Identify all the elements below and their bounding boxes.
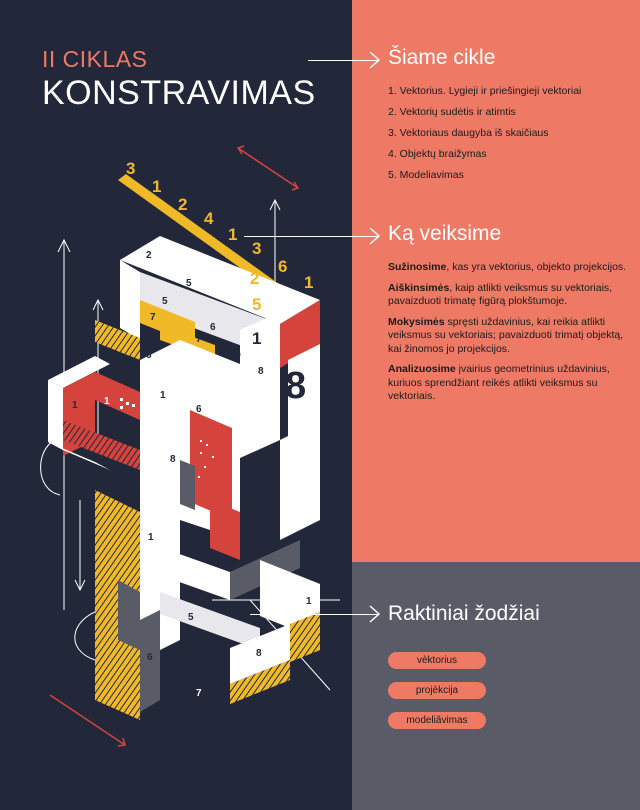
ill-num: 8 bbox=[256, 648, 262, 659]
ill-num: 1 bbox=[104, 396, 110, 407]
chevron-right-icon bbox=[368, 226, 382, 246]
ill-num: 6 bbox=[147, 652, 153, 663]
goal-item bbox=[388, 261, 628, 275]
topic-item: 4. Objektų braižymas bbox=[388, 148, 487, 160]
goal-keyword: Analizuosime bbox=[388, 363, 456, 375]
ill-num: 2 bbox=[146, 250, 152, 261]
goal-keyword: Mokysimės bbox=[388, 315, 445, 328]
goal-text: įvairius geometrinius uždavinius, kuriuos sprendžiant reikės atlikti veiksmus su vektoriais. bbox=[388, 363, 610, 402]
ill-num: 6 bbox=[196, 404, 202, 415]
connector-arrow bbox=[250, 614, 378, 615]
ill-num-large: 8 bbox=[285, 365, 307, 407]
goal-keyword: Sužinosime bbox=[388, 261, 447, 273]
ill-num: 4 bbox=[204, 209, 214, 228]
chevron-right-icon bbox=[368, 604, 382, 624]
keywords-heading: Raktiniai žodžiai bbox=[388, 602, 540, 625]
ill-num: 5 bbox=[252, 295, 262, 314]
goals-heading: Ką veiksime bbox=[388, 222, 502, 245]
ill-num: 3 bbox=[126, 159, 136, 178]
ill-num: 2 bbox=[178, 195, 188, 214]
ill-num: 6 bbox=[210, 322, 216, 333]
ill-num: 3 bbox=[252, 239, 262, 258]
goal-text: , kas yra vektorius, objekto projekcijos. bbox=[446, 261, 627, 273]
ill-num: 1 bbox=[304, 273, 314, 292]
goal-text: spręsti uždavinius, kai reikia atlikti veiksmus su vektoriais; pavaizduoti trimatį objektą, kai žinomos jo projekcijos. bbox=[388, 315, 624, 355]
ill-num: 3 bbox=[234, 406, 240, 417]
cycle-label: II CIKLAS bbox=[42, 46, 148, 72]
connector-arrow bbox=[244, 236, 378, 237]
topic-item: 2. Vektorių sudėtis ir atimtis bbox=[388, 106, 516, 118]
goal-keyword: Aiškinsimės bbox=[388, 281, 450, 294]
ill-num: 6 bbox=[278, 257, 288, 276]
topic-item: 1. Vektorius. Lygieji ir priešingieji vektoriai bbox=[388, 85, 582, 97]
ill-num: 1 bbox=[228, 225, 238, 244]
chevron-right-icon bbox=[368, 50, 382, 70]
ill-num: 1 bbox=[72, 400, 78, 411]
ill-num: 5 bbox=[188, 612, 194, 623]
keyword-tag: vèktorius bbox=[388, 652, 486, 669]
goal-item bbox=[388, 363, 628, 404]
ill-num: 1 bbox=[152, 177, 162, 196]
ill-num: 1 bbox=[148, 532, 154, 543]
goal-item bbox=[388, 316, 628, 357]
ill-num-large: 1 bbox=[252, 329, 262, 348]
ill-num: 2 bbox=[250, 269, 260, 288]
topic-item: 5. Modeliavimas bbox=[388, 169, 464, 181]
topics-heading: Šiame cikle bbox=[388, 46, 496, 69]
topics-list bbox=[388, 81, 581, 186]
ill-num: 8 bbox=[258, 366, 264, 377]
ill-num: 1 bbox=[128, 366, 134, 377]
page-title: KONSTRAVIMAS bbox=[42, 74, 316, 112]
ill-num: 5 bbox=[186, 278, 192, 289]
goals-list bbox=[388, 261, 628, 411]
keyword-tag: modeliãvimas bbox=[388, 712, 486, 729]
ill-num: 6 bbox=[146, 350, 152, 361]
keyword-tag: projèkcija bbox=[388, 682, 486, 699]
goal-text: , kaip atlikti veiksmus su vektoriais, pavaizduoti trimatę figūrą plokštumoje. bbox=[388, 281, 613, 307]
ill-num: 8 bbox=[170, 454, 176, 465]
goal-item bbox=[388, 282, 628, 309]
ill-num: 1 bbox=[160, 390, 166, 401]
ill-num: 7 bbox=[196, 688, 202, 699]
topic-item: 3. Vektoriaus daugyba iš skaičiaus bbox=[388, 127, 549, 139]
isometric-construction-illustration bbox=[0, 130, 352, 750]
ill-num-large: 4 bbox=[230, 342, 241, 363]
ill-num: 5 bbox=[162, 296, 168, 307]
ill-num: 7 bbox=[150, 312, 156, 323]
ill-num: 1 bbox=[306, 596, 312, 607]
ill-num: 7 bbox=[196, 334, 202, 345]
